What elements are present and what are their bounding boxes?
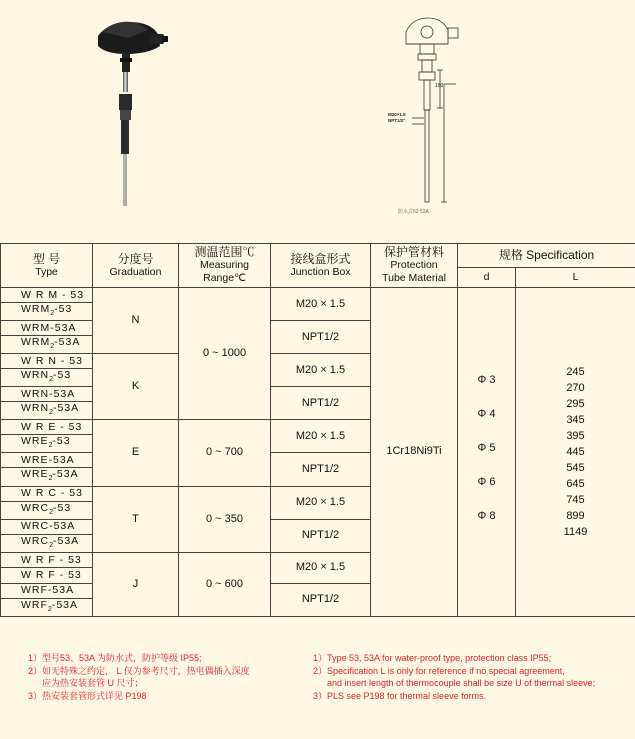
model-cell: WRM-53A: [1, 321, 93, 336]
L-value: 445: [566, 445, 585, 458]
table-header-row: [1, 244, 635, 268]
model-cell: WRC-53A: [1, 519, 93, 534]
L-value: 899: [566, 509, 585, 522]
thermocouple-photo: [88, 14, 178, 214]
model-cell: W R M - 53: [1, 288, 93, 303]
header-junction-box: 接线盒形式 Junction Box: [271, 244, 371, 288]
d-values-cell: [458, 288, 516, 617]
model-cell: $WRM_2-53$: [1, 303, 93, 321]
junction-box-cell: M20 × 1.5: [271, 288, 371, 321]
dimension-drawing: [382, 14, 482, 219]
header-tube-material: 保护管材料 Protection Tube Material: [371, 244, 458, 288]
L-value: 545: [566, 461, 585, 474]
range-cell: 0 ~ 1000: [179, 288, 271, 420]
junction-box-cell: NPT1/2: [271, 321, 371, 354]
junction-box-cell: NPT1/2: [271, 453, 371, 486]
model-cell: W R F - 53: [1, 568, 93, 584]
thread-label-npt: NPT1/2": [388, 118, 406, 123]
note-zh-3: 3）热安装套管形式详见 P198: [28, 690, 147, 701]
model-cell: WRN-53A: [1, 387, 93, 402]
L-value: 245: [566, 365, 585, 378]
d-value: Φ 8: [477, 509, 496, 522]
L-value: 270: [566, 381, 585, 394]
d-value: Φ 3: [477, 373, 496, 386]
junction-box-cell: M20 × 1.5: [271, 486, 371, 519]
junction-box-cell: NPT1/2: [271, 387, 371, 420]
model-cell: $WRC_2-53$: [1, 501, 93, 519]
dimension-150: 150: [435, 83, 444, 89]
junction-box-cell: M20 × 1.5: [271, 552, 371, 583]
header-d: d: [458, 268, 516, 288]
model-cell: WRF-53A: [1, 583, 93, 598]
model-cell: $WRN_2-53A$: [1, 402, 93, 420]
header-range: 测温范围℃ Measuring Range℃: [179, 244, 271, 288]
model-cell: W R E - 53: [1, 420, 93, 435]
junction-box-cell: NPT1/2: [271, 583, 371, 616]
range-cell: 0 ~ 600: [179, 552, 271, 616]
graduation-cell: E: [93, 420, 179, 486]
graduation-cell: T: [93, 486, 179, 552]
note-zh-2b: 应为热安装套管 U 尺寸；: [42, 678, 144, 688]
model-cell: $WRM_2-53A$: [1, 336, 93, 354]
graduation-cell: N: [93, 288, 179, 354]
d-value: Φ 5: [477, 441, 496, 454]
notes-chinese: [28, 652, 250, 702]
header-specification: 规格 Specification: [458, 244, 635, 268]
graduation-cell: K: [93, 354, 179, 420]
note-en-3: 3）PLS see P198 for thermal sleeve forms.: [313, 690, 487, 701]
note-zh-2: 2）如无特殊之约定， L 仅为参考尺寸，热电偶插入深度: [28, 665, 250, 676]
model-cell: W R F - 53: [1, 552, 93, 568]
figure-caption: 防水式53 53A: [398, 209, 429, 215]
L-value: 345: [566, 413, 585, 426]
model-cell: $WRE_2-53$: [1, 435, 93, 453]
table-body: [1, 288, 635, 617]
d-value: Φ 6: [477, 475, 496, 488]
model-cell: $WRE_2-53A$: [1, 468, 93, 486]
model-cell: $WRC_2-53A$: [1, 534, 93, 552]
L-value: 295: [566, 397, 585, 410]
model-cell: W R N - 53: [1, 354, 93, 369]
junction-box-cell: M20 × 1.5: [271, 420, 371, 453]
range-cell: 0 ~ 350: [179, 486, 271, 552]
junction-box-cell: NPT1/2: [271, 519, 371, 552]
header-type: 型 号 Type: [1, 244, 93, 288]
model-cell: $WRN_2-53$: [1, 369, 93, 387]
L-value: 745: [566, 493, 585, 506]
range-cell: 0 ~ 700: [179, 420, 271, 486]
header-L: L: [516, 268, 635, 288]
note-en-2: 2）Specification L is only for reference if no special agreement,: [313, 665, 565, 676]
note-en-2b: and insert length of thermocouple shall be size U of thermal sleeve;: [327, 678, 596, 688]
thread-label-m20: M20×1.5: [388, 112, 406, 117]
L-values-cell: [516, 288, 635, 617]
d-value: Φ 4: [477, 407, 496, 420]
graduation-cell: J: [93, 552, 179, 616]
model-cell: W R C - 53: [1, 486, 93, 501]
header-graduation: 分度号 Graduation: [93, 244, 179, 288]
L-value: 1149: [563, 525, 588, 538]
model-cell: $WRF_2-53A$: [1, 598, 93, 616]
specification-table: [0, 243, 635, 617]
table-row: [1, 288, 635, 303]
note-zh-1: 1）型号53、53A 为防水式，防护等级 IP55;: [28, 653, 202, 663]
L-value: 395: [566, 429, 585, 442]
L-value: 645: [566, 477, 585, 490]
note-en-1: 1）Type 53, 53A for water-proof type, protection class IP55;: [313, 653, 552, 663]
material-cell: 1Cr18Ni9Ti: [371, 288, 458, 617]
junction-box-cell: M20 × 1.5: [271, 354, 371, 387]
notes-english: [313, 652, 595, 702]
model-cell: WRE-53A: [1, 453, 93, 468]
